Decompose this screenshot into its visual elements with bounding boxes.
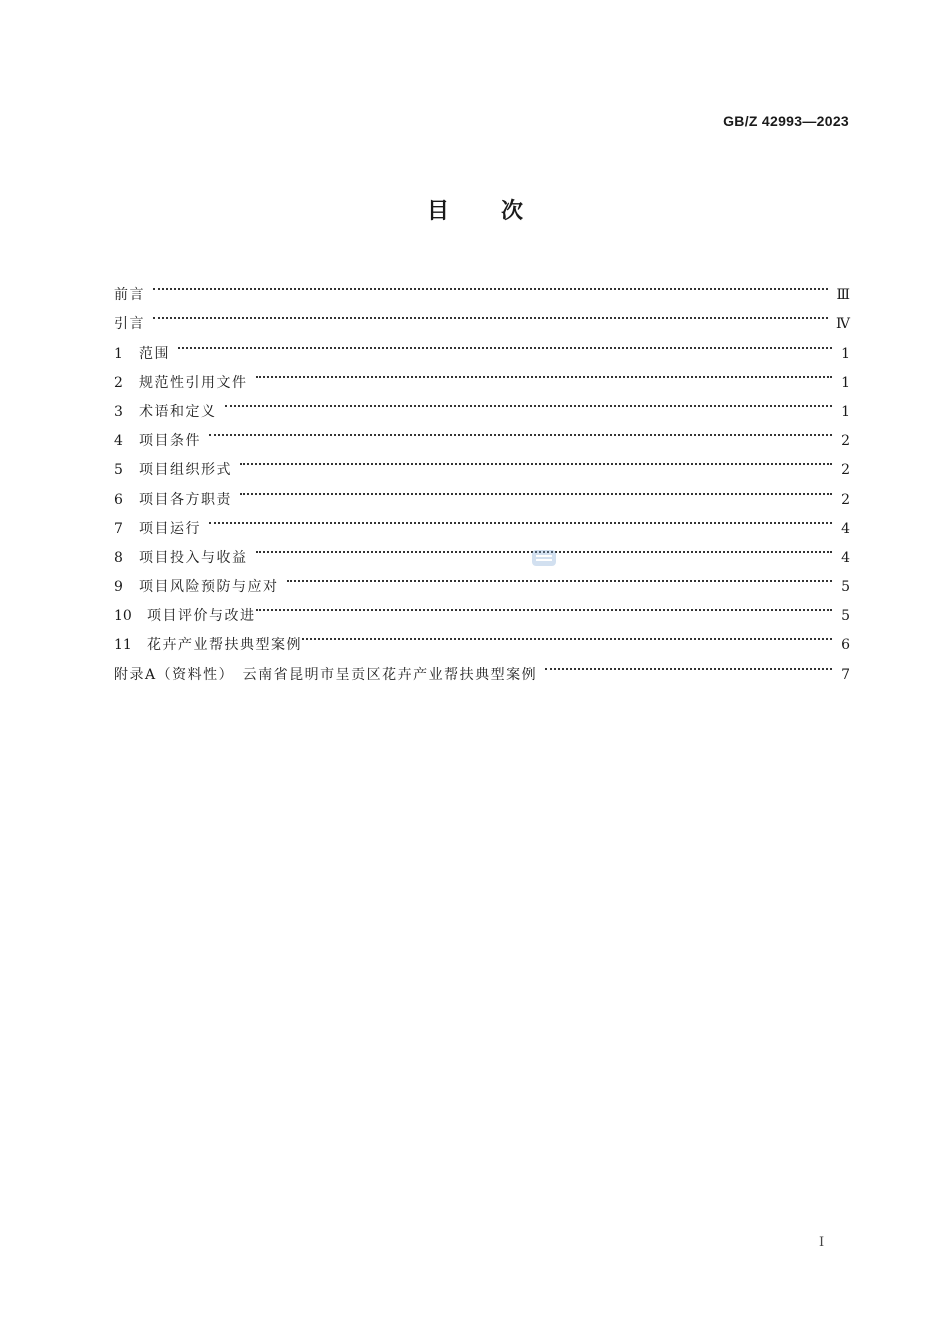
table-of-contents	[114, 270, 850, 683]
toc-leader-dots	[153, 270, 828, 299]
toc-entry[interactable]	[114, 416, 850, 450]
toc-entry-label: 项目风险预防与应对	[139, 579, 279, 596]
toc-leader-dots	[209, 504, 832, 533]
toc-entry-page: 5	[841, 579, 850, 596]
toc-entry-label: 项目条件	[139, 433, 201, 450]
toc-entry-page: 4	[841, 549, 850, 566]
toc-entry[interactable]	[114, 358, 850, 391]
toc-entry-number: 11	[114, 637, 132, 654]
toc-entry-number: 7	[114, 520, 123, 537]
toc-leader-dots	[225, 387, 833, 416]
toc-entry-number: 10	[114, 608, 132, 625]
toc-entry-page: 6	[841, 637, 850, 654]
toc-leader-dots	[287, 562, 833, 591]
toc-entry-label: 附录A（资料性） 云南省昆明市呈贡区花卉产业帮扶典型案例	[114, 666, 538, 683]
toc-entry[interactable]	[114, 504, 850, 537]
toc-entry-number: 8	[114, 549, 123, 566]
toc-entry-page: 2	[841, 433, 850, 450]
toc-leader-dots	[545, 649, 832, 678]
toc-entry[interactable]	[114, 328, 850, 362]
toc-entry[interactable]	[114, 445, 850, 479]
toc-entry-label: 项目评价与改进	[147, 608, 256, 625]
toc-leader-dots	[153, 299, 828, 328]
toc-entry[interactable]	[114, 299, 850, 333]
toc-entry-label: 引言	[114, 316, 145, 333]
toc-entry-number: 9	[114, 579, 123, 596]
toc-entry-number: 5	[114, 462, 123, 479]
toc-entry-page: 5	[841, 608, 850, 625]
toc-leader-dots	[240, 445, 832, 474]
toc-entry-number: 6	[114, 491, 123, 508]
toc-entry-page: Ⅲ	[836, 287, 850, 304]
toc-title: 目次	[426, 199, 575, 224]
toc-leader-dots	[256, 591, 833, 620]
page-number: I	[819, 1235, 825, 1250]
toc-entry-label: 项目投入与收益	[139, 549, 248, 566]
toc-entry-label: 项目组织形式	[139, 462, 232, 479]
toc-entry-page: 7	[841, 666, 850, 683]
toc-entry-label: 范围	[139, 345, 170, 362]
standard-code: GB/Z 42993—2023	[723, 113, 849, 129]
toc-leader-dots	[256, 358, 833, 387]
toc-entry-number: 3	[114, 403, 123, 420]
toc-entry-page: 1	[841, 374, 850, 391]
toc-entry-page: 1	[841, 345, 850, 362]
toc-entry-page: 2	[841, 462, 850, 479]
toc-entry-number: 2	[114, 374, 123, 391]
toc-entry-number: 4	[114, 433, 123, 450]
toc-entry[interactable]	[114, 387, 850, 420]
toc-leader-dots	[302, 620, 832, 649]
toc-entry-label: 项目运行	[139, 520, 201, 537]
toc-entry[interactable]	[114, 270, 850, 304]
toc-entry-label: 项目各方职责	[139, 491, 232, 508]
toc-entry-number: 1	[114, 345, 123, 362]
toc-entry-page: 1	[841, 403, 850, 420]
toc-leader-dots	[178, 328, 832, 357]
toc-entry-label: 术语和定义	[139, 403, 217, 420]
toc-entry[interactable]	[114, 533, 850, 566]
toc-entry-page: 4	[841, 520, 850, 537]
toc-entry-label: 花卉产业帮扶典型案例	[147, 637, 302, 654]
watermark-logo-icon	[531, 547, 557, 569]
toc-entry-page: 2	[841, 491, 850, 508]
toc-entry-label: 前言	[114, 287, 145, 304]
toc-leader-dots	[209, 416, 832, 445]
toc-entry-label: 规范性引用文件	[139, 374, 248, 391]
toc-leader-dots	[240, 474, 832, 503]
toc-entry-page: Ⅳ	[836, 316, 850, 333]
